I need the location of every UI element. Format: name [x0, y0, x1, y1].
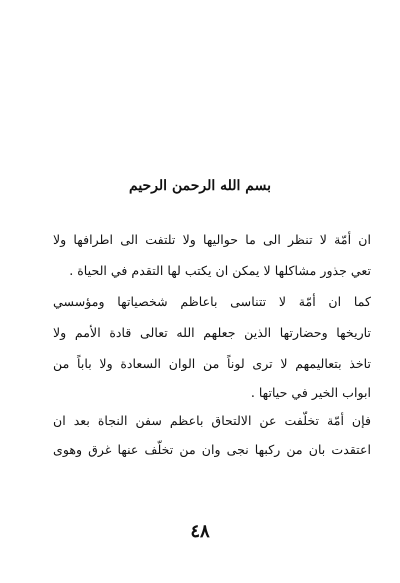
basmala-heading: بسم الله الرحمن الرحيم [129, 178, 271, 194]
text-line: فإن أمّة تخلّفت عن الالتحاق باعظم سفن النجاة بعد ان [53, 413, 371, 428]
text-line: تاخذ بتعاليمهم لا ترى لوناً من الوان السعادة ولا باباً من [53, 356, 371, 371]
text-line: ابواب الخير في حياتها . [250, 385, 371, 400]
page-number: ٤٨ [190, 521, 210, 542]
text-line: كما ان أمّة لا تتناسى باعاظم شخصياتها ومؤسسي [53, 294, 371, 309]
text-line: تعي جذور مشاكلها لا يمكن ان يكتب لها التقدم في الحياة . [69, 263, 371, 278]
text-line: اعتقدت بان من ركبها نجى وان من تخلّف عنها غرق وهوى [53, 442, 371, 457]
text-line: ان أمّة لا تنظر الى ما حواليها ولا تلتفت الى اطرافها ولا [53, 232, 371, 247]
text-line: تاريخها وحضارتها الذين جعلهم الله تعالى قادة الأمم ولا [53, 325, 371, 340]
